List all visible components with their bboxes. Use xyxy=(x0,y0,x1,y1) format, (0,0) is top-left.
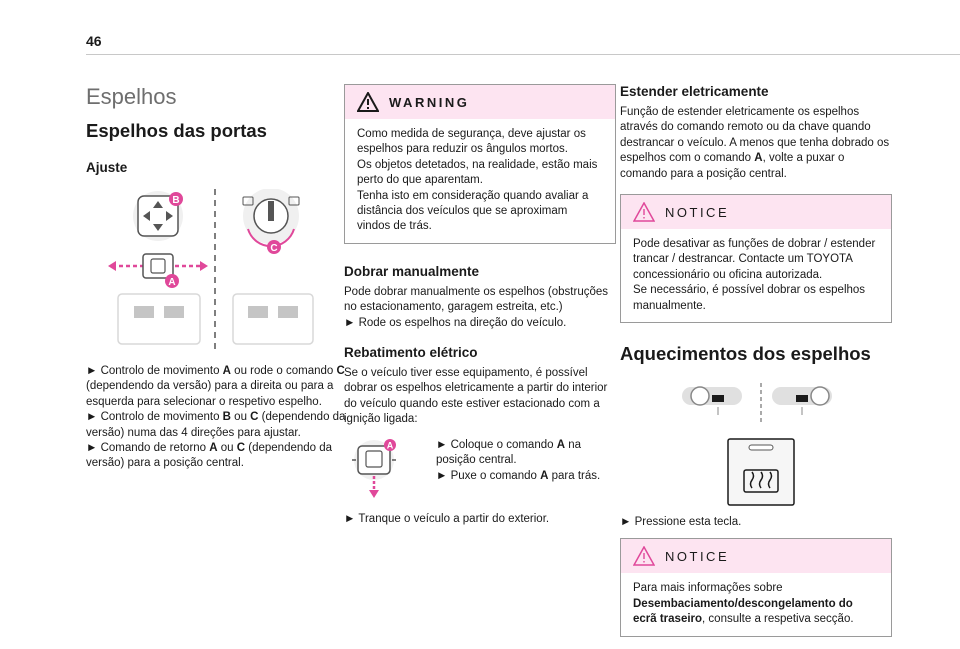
heading-mirror-heating: Aquecimentos dos espelhos xyxy=(620,343,871,365)
warning-triangle-icon xyxy=(357,92,379,112)
warning-text: Como medida de segurança, deve ajustar os espelhos para reduzir os ângulos mortos. Os objetos detetados, na realidade, estão mais perto do que aparentam. Tenha isto em consideração quando avaliar a distância dos veículos que se aproximam vindos de trás. xyxy=(357,128,598,233)
heading-electric-fold: Rebatimento elétrico xyxy=(344,345,478,361)
manual-fold-bullet: ► Rode os espelhos na direção do veículo. xyxy=(344,316,616,331)
mirror-adjust-illustration xyxy=(108,189,358,354)
notice-header-1 xyxy=(621,195,891,229)
column-3 xyxy=(620,84,892,637)
heading-door-mirrors: Espelhos das portas xyxy=(86,120,267,141)
column-2 xyxy=(344,84,616,527)
notice-box-1 xyxy=(620,194,892,323)
warning-header xyxy=(345,85,615,119)
label-a: A xyxy=(168,277,176,288)
notice-title-1: NOTICE xyxy=(665,204,730,220)
fold-switch-icon xyxy=(344,438,424,500)
notice-header-2 xyxy=(621,539,891,573)
electric-fold-step-2: ► Puxe o comando A para trás. xyxy=(436,469,616,484)
column-1 xyxy=(86,80,358,472)
manual-fold-text: Pode dobrar manualmente os espelhos (obstruções no estacionamento, garagem estreita, etc.) xyxy=(344,285,609,314)
adjust-item-2: ► Controlo de movimento B ou C (dependendo da versão) numa das 4 direções para ajustar. xyxy=(86,410,358,441)
warning-box xyxy=(344,84,616,244)
electric-fold-text: Se o veículo tiver esse equipamento, é possível dobrar os espelhos eletricamente a partir do interior do veículo quando este estiver estacionado com a ignição ligada: xyxy=(344,367,608,426)
adjust-instructions xyxy=(86,364,358,472)
selector-switch-icon xyxy=(108,254,208,278)
subheading-adjust: Ajuste xyxy=(86,160,128,175)
notice-text-2: Para mais informações sobre Desembaciamento/descongelamento do ecrã traseiro, consulte a respetiva secção. xyxy=(633,582,854,626)
label-b: B xyxy=(172,195,180,206)
notice-box-2 xyxy=(620,538,892,636)
rotary-knob-icon xyxy=(243,189,299,246)
notice-text-1: Pode desativar as funções de dobrar / estender trancar / destrancar. Contacte um TOYOTA concessionário ou oficina autorizada. Se necessário, é possível dobrar os espelhos manualmente. xyxy=(633,238,876,312)
notice-triangle-icon xyxy=(633,202,655,222)
electric-fold-step-1: ► Coloque o comando A na posição central. xyxy=(436,438,616,469)
electric-fold-steps xyxy=(344,438,616,500)
rear-defrost-button-icon xyxy=(728,439,794,505)
svg-text:A: A xyxy=(386,440,394,451)
label-c: C xyxy=(270,243,278,254)
electric-fold-step-3: ► Tranque o veículo a partir do exterior. xyxy=(344,512,616,527)
notice-title-2: NOTICE xyxy=(665,548,730,564)
heading-manual-fold: Dobrar manualmente xyxy=(344,263,480,279)
heating-bullet: ► Pressione esta tecla. xyxy=(620,515,892,530)
section-title: Espelhos xyxy=(86,84,177,109)
adjust-item-3: ► Comando de retorno A ou C (dependendo da versão) para a posição central. xyxy=(86,441,358,472)
page-number: 46 xyxy=(86,33,102,49)
adjust-item-1: ► Controlo de movimento A ou rode o comando C (dependendo da versão) para a direita ou para a esquerda para selecionar o respetivo espelho. xyxy=(86,364,358,410)
electric-extend-text: Função de estender eletricamente os espelhos através do comando remoto ou da chave quando destrancar o veículo. A menos que tenha dobrado os espelhos com o comando A, volte a puxar o comando para a posição central. xyxy=(620,106,890,180)
notice-triangle-icon xyxy=(633,546,655,566)
warning-title: WARNING xyxy=(389,94,470,110)
heading-electric-extend: Estender eletricamente xyxy=(620,84,769,99)
mirror-heating-illustration xyxy=(620,379,892,507)
header-divider xyxy=(86,54,960,55)
